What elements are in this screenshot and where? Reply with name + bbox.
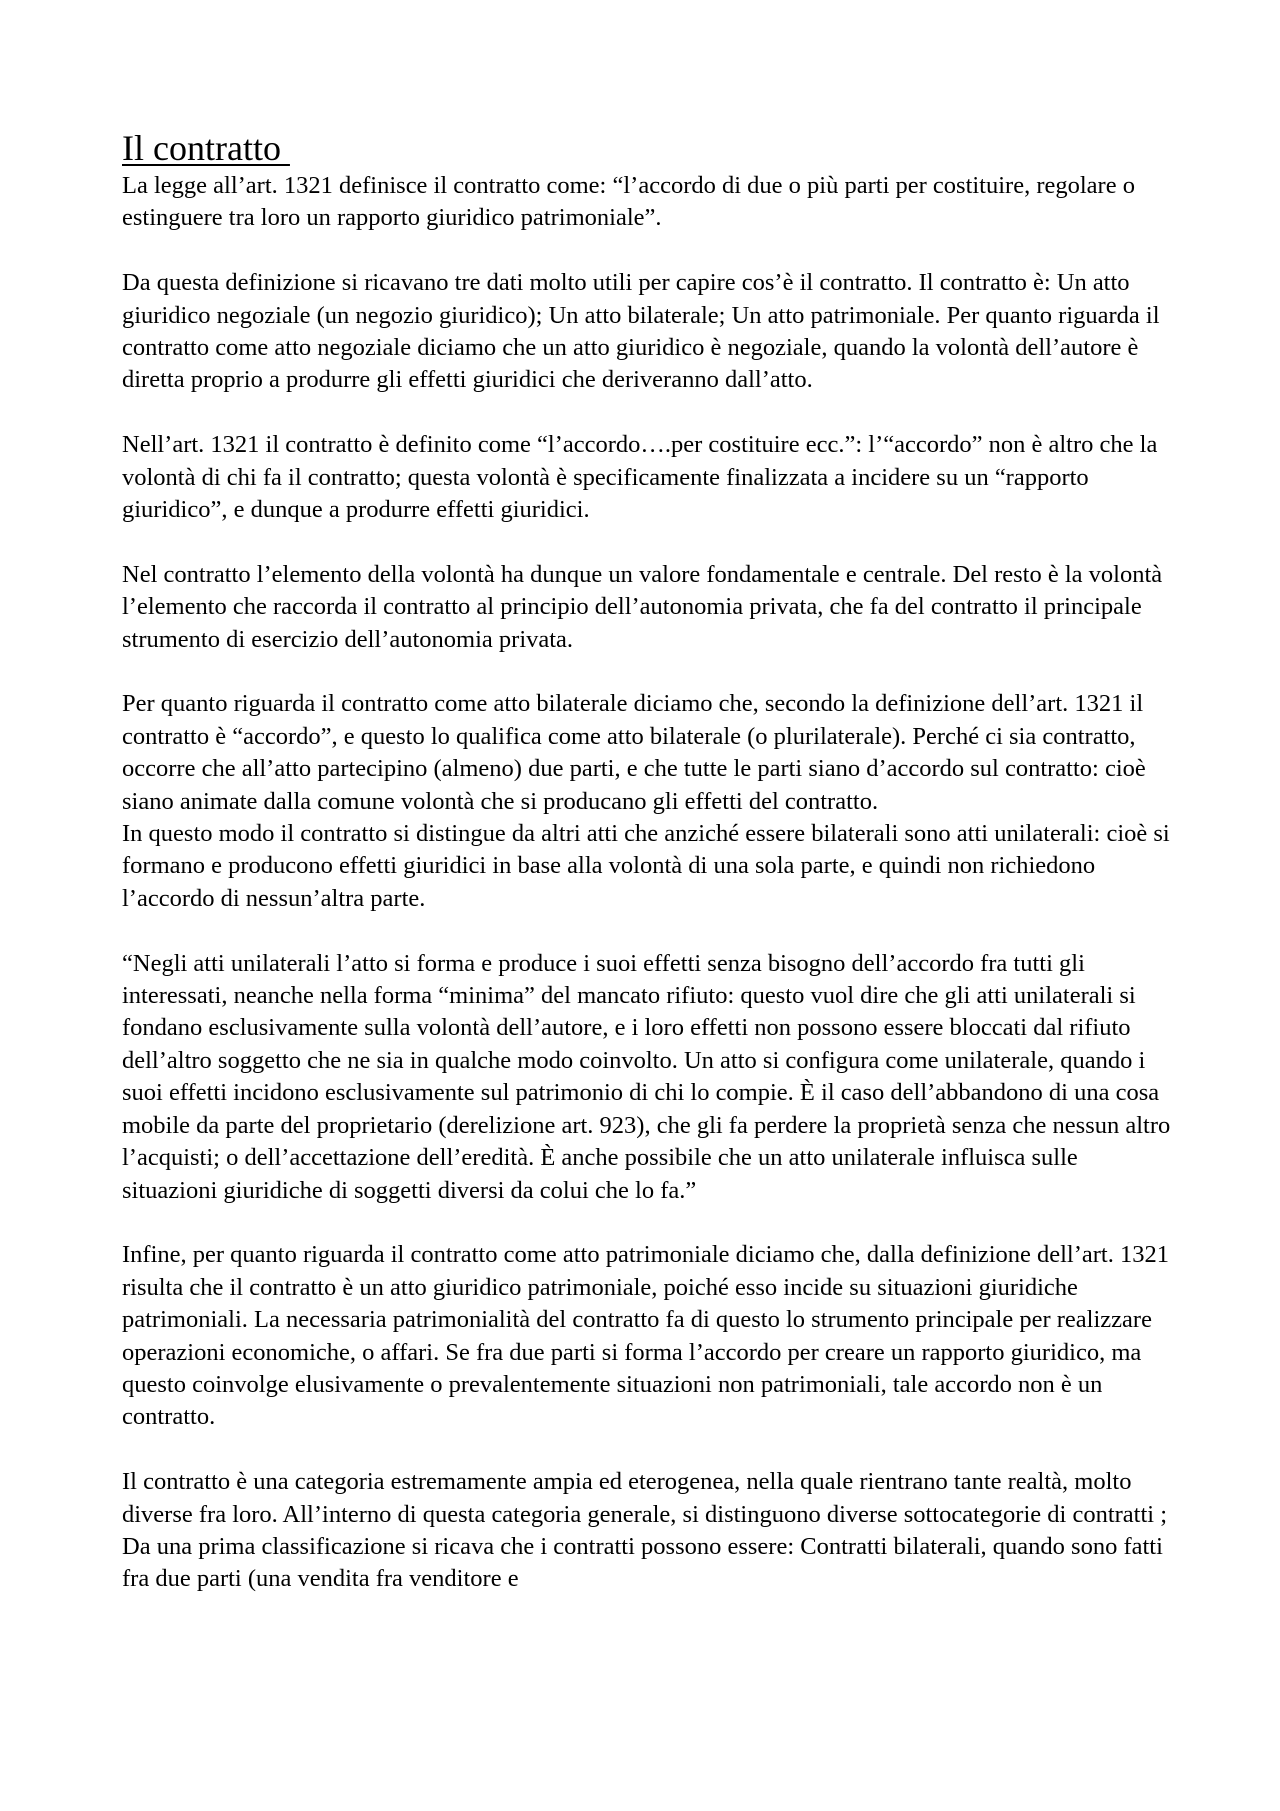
paragraph-categoria: Il contratto è una categoria estremamente ampia ed eterogenea, nella quale rientrano tante realtà, molto diverse fra loro. All’interno di questa categoria generale, si distinguono diverse sottocategorie di contratti ; Da una prima classificazione si ricava che i contratti possono essere: Contratti bilaterali, quando sono fatti fra due parti (una vendita fra venditore e [122, 1468, 1168, 1593]
paragraph-spacer [122, 656, 1172, 688]
document-title: Il contratto [122, 128, 290, 168]
paragraph-definition: La legge all’art. 1321 definisce il contratto come: “l’accordo di due o più parti per costituire, regolare o estinguere tra loro un rapporto giuridico patrimoniale”. [122, 172, 1135, 232]
document-body [122, 122, 1172, 1596]
paragraph-quotation: “Negli atti unilaterali l’atto si forma e produce i suoi effetti senza bisogno dell’accordo fra tutti gli interessati, neanche nella forma “minima” del mancato rifiuto: questo vuol dire che gli atti unilaterali si fondano esclusivamente sulla volontà dell’autore, e i loro effetti non possono essere bloccati dal rifiuto dell’altro soggetto che ne sia in qualche modo coinvolto. Un atto si configura come unilaterale, quando i suoi effetti incidono esclusivamente sul patrimonio di chi lo compie. È il caso dell’abbandono di una cosa mobile da parte del proprietario (derelizione art. 923), che gli fa perdere la proprietà senza che nessun altro l’acquisti; o dell’accettazione dell’eredità. È anche possibile che un atto unilaterale influisca sulle situazioni giuridiche di soggetti diversi da colui che lo fa.” [122, 949, 1171, 1204]
paragraph-spacer [122, 397, 1172, 429]
paragraph-spacer [122, 915, 1172, 947]
paragraph-volonta: Nel contratto l’elemento della volontà ha dunque un valore fondamentale e centrale. Del resto è la volontà l’elemento che raccorda il contratto al principio dell’autonomia privata, che fa del contratto il principale strumento di esercizio dell’autonomia privata. [122, 560, 1163, 653]
paragraph-three-elements: Da questa definizione si ricavano tre dati molto utili per capire cos’è il contratto. Il contratto è: Un atto giuridico negoziale (un negozio giuridico); Un atto bilaterale; Un atto patrimoniale. Per quanto riguarda il contratto come atto negoziale diciamo che un atto giuridico è negoziale, quando la volontà dell’autore è diretta proprio a produrre gli effetti giuridici che deriveranno dall’atto. [122, 269, 1160, 394]
paragraph-accordo: Nell’art. 1321 il contratto è definito come “l’accordo….per costituire ecc.”: l’“accordo” non è altro che la volontà di chi fa il contratto; questa volontà è specificamente finalizzata a incidere su un “rapporto giuridico”, e dunque a produrre effetti giuridici. [122, 431, 1158, 524]
paragraph-spacer [122, 1207, 1172, 1239]
paragraph-bilaterale: Per quanto riguarda il contratto come atto bilaterale diciamo che, secondo la definizione dell’art. 1321 il contratto è “accordo”, e questo lo qualifica come atto bilaterale (o plurilaterale). Perché ci sia contratto, occorre che all’atto partecipino (almeno) due parti, e che tutte le parti siano d’accordo sul contratto: cioè siano animate dalla comune volontà che si producano gli effetti del contratto. [122, 690, 1146, 815]
paragraph-spacer [122, 235, 1172, 267]
paragraph-unilaterali: In questo modo il contratto si distingue da altri atti che anziché essere bilaterali sono atti unilaterali: cioè si formano e producono effetti giuridici in base alla volontà di una sola parte, e quindi non richiedono l’accordo di nessun’altra parte. [122, 820, 1170, 912]
paragraph-spacer [122, 1434, 1172, 1466]
paragraph-spacer [122, 526, 1172, 558]
paragraph-patrimoniale: Infine, per quanto riguarda il contratto come atto patrimoniale diciamo che, dalla definizione dell’art. 1321 risulta che il contratto è un atto giuridico patrimoniale, poiché esso incide su situazioni giuridiche patrimoniali. La necessaria patrimonialità del contratto fa di questo lo strumento principale per realizzare operazioni economiche, o affari. Se fra due parti si forma l’accordo per creare un rapporto giuridico, ma questo coinvolge elusivamente o prevalentemente situazioni non patrimoniali, tale accordo non è un contratto. [122, 1241, 1169, 1431]
